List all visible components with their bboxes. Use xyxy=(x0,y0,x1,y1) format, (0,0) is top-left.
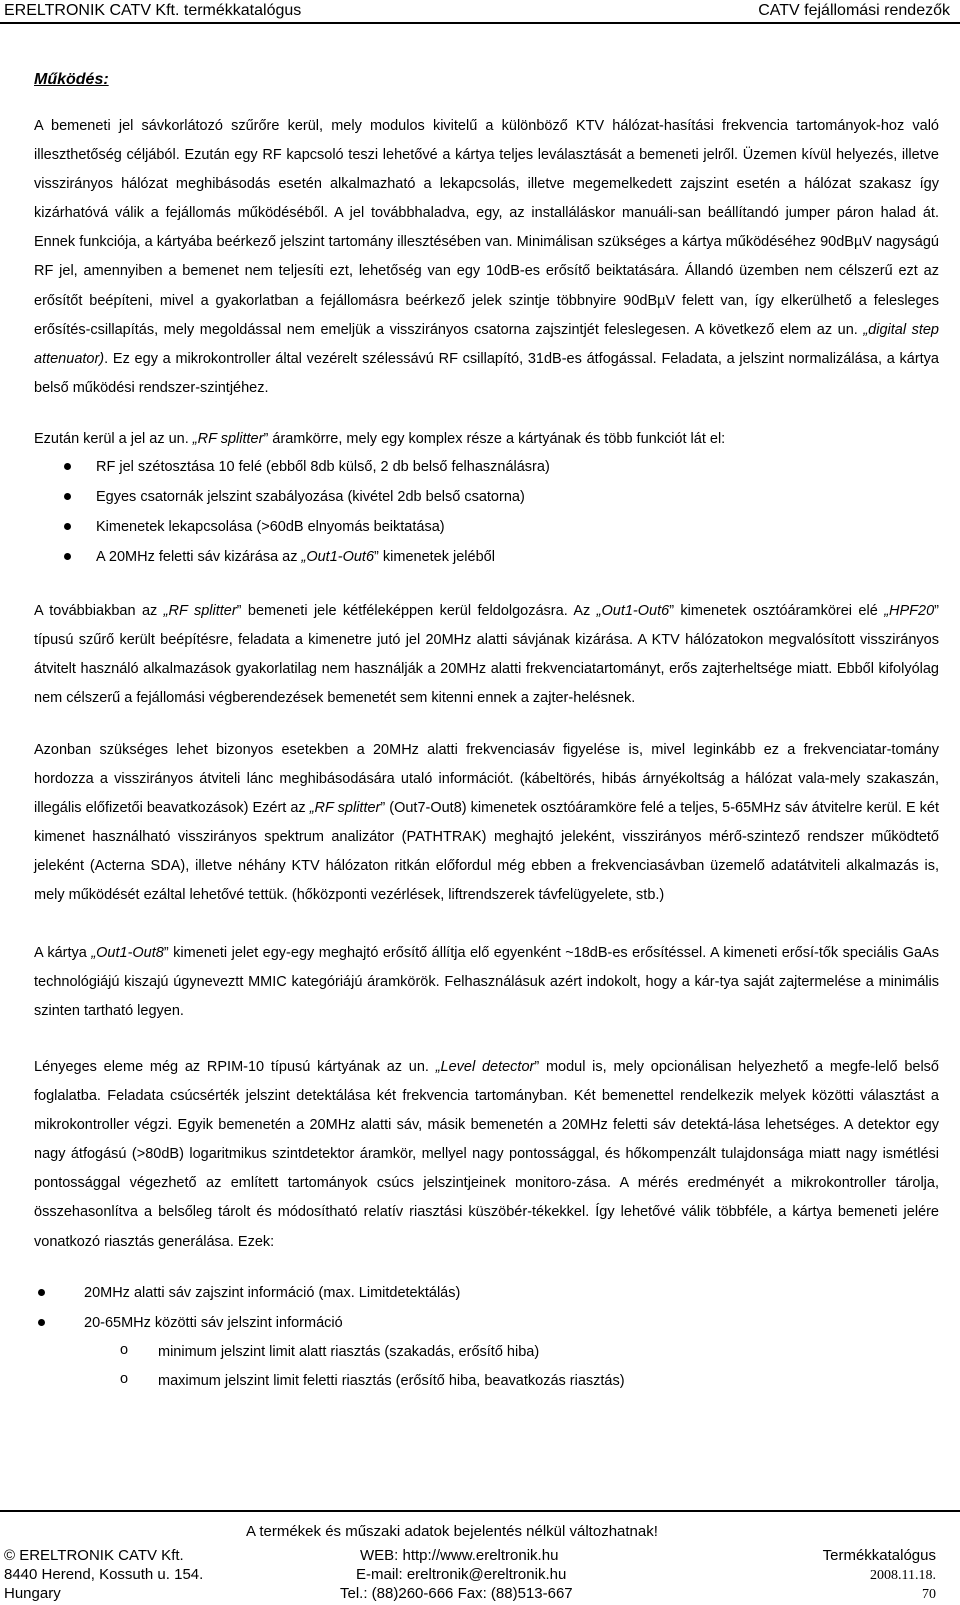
footer-company: © ERELTRONIK CATV Kft. xyxy=(4,1547,184,1564)
footer-email: E-mail: ereltronik@ereltronik.hu xyxy=(356,1566,567,1583)
list-item: 20-65MHz közötti sáv jelszint információ xyxy=(84,1315,343,1331)
page-header xyxy=(0,0,960,22)
bullet-dot xyxy=(38,1319,45,1326)
paragraph-6: Lényeges eleme még az RPIM-10 típusú kártyának az un. „Level detector” modul is, mely opcionálisan helyezhető a megfe-lelő belső foglalatba. Feladata csúcsérték jelszint detektálása két frekvencia tartományban. Két bemenettel rendelkezik melyek közötti választást a mikrokontroller végzi. Egyik bemenetén a 20MHz alatti sáv, másik bemenetén a 20MHz feletti sáv detektá-lása lehetséges. A detektor egy nagy átfogású (>80dB) logaritmikus szintdetektor áramkör, mellyel nagy pontossággal, és hőkompenzált tulajdonsága miatt nagy ismétlési pontossággal végezhető az említett tartományok csúcs jelszintjeinek monitoro-zása. A mérés eredményét a mikrokontroller tárolja, összehasonlítva a belsőleg tárolt és módosítható relatív riasztási küszöbér-tékekkel. Így lehetővé válik többféle, a kártya bemeneti jelére vonatkozó riasztás generálása. Ezek: xyxy=(34,1059,939,1250)
footer-catalog: Termékkatalógus xyxy=(822,1547,936,1564)
footer-address: 8440 Herend, Kossuth u. 154. xyxy=(4,1566,204,1583)
paragraph-5: A kártya „Out1-Out8” kimeneti jelet egy-egy meghajtó erősítő állítja elő egyenként ~18dB-es erősítéssel. A kimeneti erősí-tők speciális GaAs technológiájú kiszajú úgyneveztt MMIC kategóriájú áramkörök. Felhasználásuk azért indokolt, hogy a kár-tya saját zajtermelése a minimális szinten tartható legyen. xyxy=(34,945,939,1020)
paragraph-3: A továbbiakban az „RF splitter” bemeneti jele kétféleképpen kerül feldolgozásra. Az „Out1-Out6” kimenetek osztóáramkörei elé „HPF20” típusú szűrő került beépítésre, feladata a kimenetre jutó jel 20MHz alatti sávjának kizárása. A KTV hálózatokon megvalósított visszirányos átvitelt használó alkalmazások gyakorlatilag nem használják a 20MHz alatti frekvenciatartományt, erős zajterheltsége miatt. Ebből kifolyólag nem célszerű a fejállomási végberendezések bemenetét sem kitenni ennek a zajter-helésnek. xyxy=(34,603,939,707)
list-item: RF jel szétosztása 10 felé (ebből 8db külső, 2 db belső felhasználásra) xyxy=(96,459,550,475)
header-left: ERELTRONIK CATV Kft. termékkatalógus xyxy=(4,2,302,19)
bullet-dot xyxy=(64,553,71,560)
bullet-dot xyxy=(64,463,71,470)
bullet-dot xyxy=(64,493,71,500)
header-right: CATV fejállomási rendezők xyxy=(758,2,950,19)
sub-bullet-marker: o xyxy=(120,1371,129,1387)
sub-list-item: maximum jelszint limit feletti riasztás (erősítő hiba, beavatkozás riasztás) xyxy=(158,1373,625,1389)
list-item: 20MHz alatti sáv zajszint információ (max. Limitdetektálás) xyxy=(84,1285,461,1301)
list-item: A 20MHz feletti sáv kizárása az „Out1-Out6” kimenetek jeléből xyxy=(96,549,495,565)
paragraph-1: A bemeneti jel sávkorlátozó szűrőre kerül, mely modulos kivitelű a különböző KTV hálózat-hasítási frekvencia tartományok-hoz való illeszthetőség céljából. Ezután egy RF kapcsoló teszi lehetővé a kártya teljes leválasztását a bemeneti jelről. Üzemen kívül helyezés, illetve visszirányos hálózat meghibásodás esetén alkalmazható a lekapcsolás, illetve megemelkedett zajszint esetén a hálózat szakasz így kizárhatóvá válik a fejállomás működéséből. A jel továbbhaladva, egy, az installáláskor manuáli-san beállítandó jumper páron halad át. Ennek funkciója, a kártyába beérkező jelszint tartomány illesztésében van. Minimálisan szükséges a kártya működéséhez 90dBµV nagyságú RF jel, amennyiben a bemenet nem teljesíti ezt, lehetőség van egy 10dB-es erősítő beiktatására. Állandó üzemben nem célszerű ezt az erősítőt beépíteni, mivel a gyakorlatban a fejállomásra beérkező jelek szintje többnyire 90dBµV felett van, így elkerülhető a felesleges erősítés-csillapítás, mely megoldással nem emeljük a visszirányos csatorna zajszintjét feleslegesen. A következő elem az un. „digital step attenuator). Ez egy a mikrokontroller által vezérelt szélessávú RF csillapító, 31dB-es átfogással. Feladata, a jelszint normalizálása, a kártya belső működési rendszer-szintjéhez. xyxy=(34,118,940,396)
bullet-dot xyxy=(38,1289,45,1296)
list-item: Kimenetek lekapcsolása (>60dB elnyomás beiktatása) xyxy=(96,519,445,535)
sub-bullet-marker: o xyxy=(120,1342,129,1358)
footer-tel: Tel.: (88)260-666 Fax: (88)513-667 xyxy=(340,1585,573,1602)
footer-notice: A termékek és műszaki adatok bejelentés nélkül változhatnak! xyxy=(246,1523,658,1540)
list-item: Egyes csatornák jelszint szabályozása (kivétel 2db belső csatorna) xyxy=(96,489,525,505)
section-heading: Működés: xyxy=(34,71,109,88)
footer-rule xyxy=(0,1510,960,1512)
header-rule xyxy=(0,22,960,24)
paragraph-2: Ezután kerül a jel az un. „RF splitter” áramkörre, mely egy komplex része a kártyának és több funkciót lát el: xyxy=(34,431,726,447)
footer-web: WEB: http://www.ereltronik.hu xyxy=(360,1547,559,1564)
sub-list-item: minimum jelszint limit alatt riasztás (szakadás, erősítő hiba) xyxy=(158,1344,540,1360)
bullet-dot xyxy=(64,523,71,530)
footer-date: 2008.11.18. xyxy=(870,1568,936,1583)
footer-country: Hungary xyxy=(4,1585,61,1602)
page-number: 70 xyxy=(922,1587,936,1602)
paragraph-4: Azonban szükséges lehet bizonyos esetekben a 20MHz alatti frekvenciasáv figyelése is, mivel leginkább ez a frekvenciatar-tomány hordozza a visszirányos átviteli lánc meghibásodására utaló információt. (kábeltörés, hibás árnyékoltság a hálózat vala-mely szakaszán, illegális előfizetői beavatkozások) Ezért az „RF splitter” (Out7-Out8) kimenetek osztóáramköre felé a teljes, 5-65MHz sáv átvitelre kerül. E két kimenet használható visszirányos spektrum analizátor (PATHTRAK) meghajtó jeleként, visszirányos mérő-szintező rendszer működtető jeleként (Acterna SDA), illetve néhány KTV hálózaton ritkán előfordul még ebben a frekvenciasávban üzemelő adatátviteli alkalmazás is, mely működését ezáltal lehetővé tettük. (hőközponti vezérlések, liftrendszerek távfelügyelete, stb.) xyxy=(34,742,940,904)
